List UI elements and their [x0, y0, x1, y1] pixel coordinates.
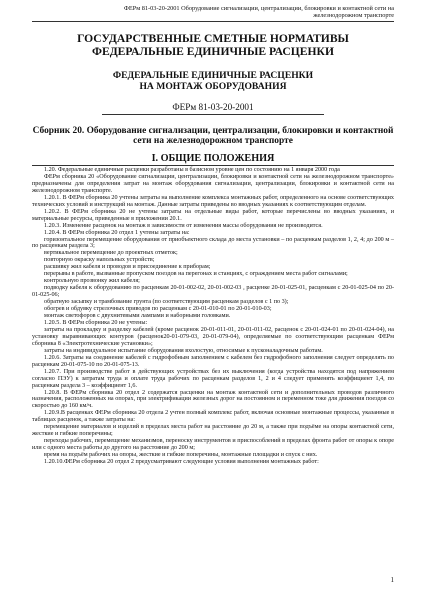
- paragraph: обратную засыпку и трамбование грунта (по соответствующим расценкам разделов с 1 по 3);: [44, 299, 289, 306]
- paragraph: обогрев и обдувку стрелочных приводов по расценкам с 20-01-010-01 по 20-01-010-03;: [44, 306, 272, 313]
- sub-title-line-2: НА МОНТАЖ ОБОРУДОВАНИЯ: [139, 80, 287, 92]
- paragraph: повторную окраску напольных устройств;: [44, 257, 155, 264]
- main-title-line-2: ФЕДЕРАЛЬНЫЕ ЕДИНИЧНЫЕ РАСЦЕНКИ: [92, 44, 334, 58]
- main-title: [32, 32, 394, 58]
- paragraph: 1.20.4. В ФЕРм сборника 20 отдел 1 учтены затраты на:: [44, 229, 190, 236]
- collection-title: Сборник 20. Оборудование сигнализации, централизации, блокировки и контактной сети на железнодорожном транспорте: [32, 125, 394, 147]
- paragraph: вертикальное перемещение до проектных отметок;: [44, 250, 178, 257]
- paragraph: подводку кабеля к оборудованию по расценкам 20-01-002-02, 20-01-002-03 , расценке 20-01-025-01, расценкам с 20-01-025-04 по 20-01-025-06;: [32, 285, 394, 299]
- sub-title: [32, 70, 394, 92]
- main-title-line-1: ГОСУДАРСТВЕННЫЕ СМЕТНЫЕ НОРМАТИВЫ: [77, 31, 349, 45]
- paragraph: 1.20.7. При производстве работ в действующих устройствах без их выключения (когда устройства находятся под напряжением согласно ПЭУ) к затратам труда и оплате труда рабочих по расценкам разделов 1, 2 и 4 следует применять коэффициент 1,4, по расценкам раздела 3 – коэффициент 1,6.: [32, 368, 394, 389]
- paragraph: время на подъём рабочих на опоры, жесткие и гибкие поперечины, монтажные площадки и спуск с них.: [44, 452, 318, 459]
- paragraph: 1.20.10.ФЕРм сборника 20 отдел 2 предусматривают следующие условия выполнения монтажных работ:: [44, 459, 319, 466]
- paragraph: расшивку жил кабеля и проводов и присоединение к приборам;: [44, 264, 211, 271]
- paragraph: затраты на прокладку и разделку кабелей (кроме расценок 20-01-011-01, 20-01-011-02, расценок с 20-01-024-01 по 20-01-024-04), на установку выравнивающих контуров (расценок20-01-079-03, 20-01-079-04), определяемые по соответствующим расценкам ФЕРм сборника 8 «Электротехнические установки»;: [32, 326, 394, 347]
- paragraph: 1.20.5. В ФЕРм сборника 20 не учтены:: [44, 319, 148, 326]
- paragraph: 1.20. Федеральные единичные расценки разработаны в базисном уровне цен по состоянию на 1 января 2000 года: [44, 167, 340, 173]
- body-text: [32, 167, 394, 466]
- paragraph: 1.20.1. В ФЕРм сборника 20 учтены затраты на выполнение комплекса монтажных работ, определенного на основе соответствующих технических условий и инструкций на монтаж. Данные затраты приведены во вводных указаниях к соответствующим отделам.: [32, 194, 394, 208]
- section-title: I. ОБЩИЕ ПОЛОЖЕНИЯ: [32, 153, 394, 166]
- running-header-line-1: ФЕРм 81-03-20-2001 Оборудование сигнализации, централизации, блокировки и контактной сети на: [123, 5, 394, 12]
- page-number: 1: [390, 576, 394, 584]
- running-header: [32, 5, 394, 22]
- paragraph: перемещение материалов и изделий в пределах места работ на расстояние до 20 м, а также при подъёме на опоры контактной сети, жесткие и гибкие поперечины;: [32, 424, 394, 438]
- paragraph: перерывы в работе, вызванные пропуском поездов на перегонах и станциях, с ограждением места работ сигналами;: [44, 271, 348, 278]
- paragraph: 1.20.8. В ФЕРм сборника 20 отдел 2 содержатся расценки на монтаж контактной сети и дополнительных проводов различного назначения, расположенных на опорах, при электрификации железных дорог на постоянном и переменном токе для движения поездов со скоростью до 160 км/ч.: [32, 389, 394, 410]
- paragraph: переходы рабочих, перемещение механизмов, переноску инструментов и приспособлений в пределах фронта работ от опоры к опоре или с одного места работы до другого на расстояние до 200 м;: [32, 438, 394, 452]
- paragraph: 1.20.9.В расценках ФЕРм сборника 20 отдела 2 учтен полный комплекс работ, включая основные монтажные процессы, указанные в таблицах расценок, а также затраты на:: [32, 410, 394, 424]
- paragraph: 1.20.6. Затраты на соединение кабелей с гидрофобным заполнением с кабелем без гидрофобного заполнения следует определять по расценкам 20-01-075-10 по 20-01-075-13.: [32, 354, 394, 368]
- paragraph: монтаж светофоров с двухнитевыми лампами и наборными головками.: [44, 313, 231, 320]
- paragraph: контрольную прозвонку жил кабеля;: [44, 278, 140, 285]
- paragraph: затраты на индивидуальное испытание оборудования вхолостую, относимые к пусконаладочным работам.: [44, 347, 323, 354]
- paragraph: горизонтальное перемещение оборудования от приобъектного склада до места установки – по расценкам разделов 1, 2, 4; до 200 м – по расценкам раздела 3;: [32, 236, 394, 250]
- paragraph: ФЕРм сборника 20 «Оборудование сигнализации, централизации, блокировки и контактной сети на железнодорожном транспорте» предназначены для определения затрат на монтаж оборудования сигнализации, централизации, блокировки и контактной сети на железнодорожном транспорте.: [32, 173, 394, 194]
- running-header-line-2: железнодорожном транспорте: [313, 12, 394, 20]
- paragraph: 1.20.2. В ФЕРм сборника 20 не учтены затраты на отдельные виды работ, которые перечислены во вводных указаниях, и материальные ресурсы, приведенные в приложении 20.1.: [32, 208, 394, 222]
- document-code: ФЕРм 81-03-20-2001: [102, 102, 324, 115]
- paragraph: 1.20.3. Изменение расценок на монтаж в зависимости от изменения массы оборудования не производится.: [44, 222, 323, 229]
- sub-title-line-1: ФЕДЕРАЛЬНЫЕ ЕДИНИЧНЫЕ РАСЦЕНКИ: [112, 69, 314, 81]
